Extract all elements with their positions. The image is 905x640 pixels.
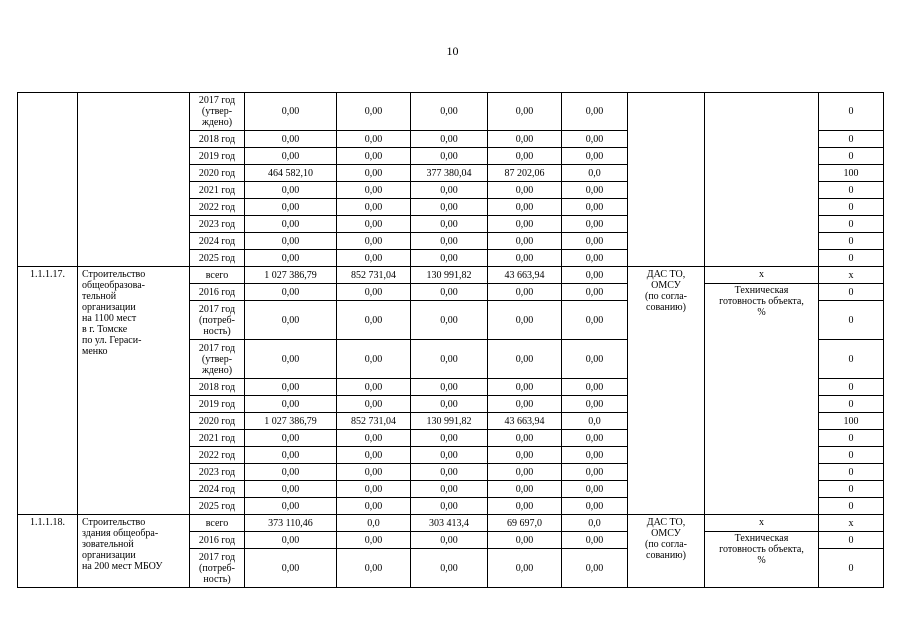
total-amount-cell: 373 110,46 [245,515,337,532]
indicator-value-cell: 0 [819,284,884,301]
year-cell: всего [190,267,245,284]
local-amount-cell: 0,00 [488,340,562,379]
year-cell: 2021 год [190,182,245,199]
year-cell: 2016 год [190,532,245,549]
regional-amount-cell: 0,00 [411,549,488,588]
other-amount-cell: 0,00 [562,447,628,464]
total-amount-cell: 0,00 [245,430,337,447]
total-amount-cell: 0,00 [245,148,337,165]
indicator-name-text: Техническая готовность объекта, % [719,533,804,566]
table-row [18,515,884,532]
table-row [18,267,884,284]
indicator-total-mark: х [705,267,818,284]
regional-amount-cell: 0,00 [411,233,488,250]
indicator-value-cell: 0 [819,379,884,396]
object-code-cell: 1.1.1.17. [18,267,78,515]
other-amount-cell: 0,00 [562,182,628,199]
page-number: 10 [446,44,459,58]
federal-amount-cell: 0,00 [337,549,411,588]
total-amount-cell: 0,00 [245,301,337,340]
indicator-value-cell: х [819,267,884,284]
other-amount-cell: 0,00 [562,250,628,267]
year-cell: 2016 год [190,284,245,301]
indicator-value-cell: 0 [819,148,884,165]
local-amount-cell: 0,00 [488,199,562,216]
indicator-value-cell: 0 [819,498,884,515]
regional-amount-cell: 0,00 [411,216,488,233]
total-amount-cell: 0,00 [245,447,337,464]
object-code-cell [18,93,78,267]
federal-amount-cell: 0,00 [337,131,411,148]
program-funding-table [17,92,884,588]
total-amount-cell: 0,00 [245,199,337,216]
federal-amount-cell: 0,00 [337,379,411,396]
local-amount-cell: 87 202,06 [488,165,562,182]
indicator-value-cell: 0 [819,430,884,447]
regional-amount-cell: 0,00 [411,464,488,481]
total-amount-cell: 0,00 [245,498,337,515]
total-amount-cell: 0,00 [245,532,337,549]
federal-amount-cell: 0,00 [337,301,411,340]
year-cell: 2017 год (потреб- ность) [190,301,245,340]
other-amount-cell: 0,0 [562,413,628,430]
regional-amount-cell: 0,00 [411,396,488,413]
local-amount-cell: 0,00 [488,447,562,464]
other-amount-cell: 0,00 [562,340,628,379]
local-amount-cell: 0,00 [488,182,562,199]
other-amount-cell: 0,00 [562,464,628,481]
local-amount-cell: 0,00 [488,549,562,588]
regional-amount-cell: 130 991,82 [411,267,488,284]
other-amount-cell: 0,00 [562,284,628,301]
federal-amount-cell: 0,00 [337,396,411,413]
regional-amount-cell: 0,00 [411,182,488,199]
regional-amount-cell: 0,00 [411,284,488,301]
total-amount-cell: 0,00 [245,481,337,498]
other-amount-cell: 0,00 [562,267,628,284]
total-amount-cell: 1 027 386,79 [245,267,337,284]
year-cell: 2020 год [190,165,245,182]
indicator-value-cell: 0 [819,233,884,250]
year-cell: 2017 год (потреб- ность) [190,549,245,588]
other-amount-cell: 0,00 [562,131,628,148]
regional-amount-cell: 0,00 [411,447,488,464]
regional-amount-cell: 0,00 [411,250,488,267]
other-amount-cell: 0,00 [562,216,628,233]
indicator-value-cell: 0 [819,216,884,233]
other-amount-cell: 0,0 [562,515,628,532]
federal-amount-cell: 0,00 [337,498,411,515]
indicator-value-cell: 0 [819,301,884,340]
regional-amount-cell: 0,00 [411,301,488,340]
other-amount-cell: 0,00 [562,148,628,165]
regional-amount-cell: 0,00 [411,532,488,549]
regional-amount-cell: 0,00 [411,481,488,498]
indicator-value-cell: 100 [819,165,884,182]
other-amount-cell: 0,00 [562,430,628,447]
federal-amount-cell: 0,00 [337,199,411,216]
total-amount-cell: 0,00 [245,464,337,481]
federal-amount-cell: 0,00 [337,430,411,447]
year-cell: 2023 год [190,216,245,233]
federal-amount-cell: 0,00 [337,148,411,165]
federal-amount-cell: 0,00 [337,464,411,481]
indicator-value-cell: 0 [819,549,884,588]
local-amount-cell: 0,00 [488,216,562,233]
indicator-name-text: Техническая готовность объекта, % [719,285,804,318]
year-cell: 2020 год [190,413,245,430]
indicator-value-cell: 0 [819,93,884,131]
object-code-cell: 1.1.1.18. [18,515,78,588]
local-amount-cell: 0,00 [488,481,562,498]
federal-amount-cell: 0,00 [337,93,411,131]
other-amount-cell: 0,00 [562,481,628,498]
local-amount-cell: 0,00 [488,430,562,447]
indicator-value-cell: 0 [819,396,884,413]
federal-amount-cell: 0,00 [337,182,411,199]
indicator-value-cell: 0 [819,447,884,464]
federal-amount-cell: 852 731,04 [337,267,411,284]
year-cell: 2018 год [190,379,245,396]
regional-amount-cell: 0,00 [411,379,488,396]
other-amount-cell: 0,0 [562,165,628,182]
indicator-name-cell [705,515,819,588]
year-cell: 2025 год [190,498,245,515]
object-name-cell: Строительство здания общеобра- зовательной организации на 200 мест МБОУ [78,515,190,588]
indicator-value-cell: 0 [819,532,884,549]
object-name-cell: Строительство общеобразова- тельной организации на 1100 мест в г. Томске по ул. Гераси- менко [78,267,190,515]
indicator-value-cell: х [819,515,884,532]
local-amount-cell: 69 697,0 [488,515,562,532]
regional-amount-cell: 130 991,82 [411,413,488,430]
year-cell: 2024 год [190,481,245,498]
other-amount-cell: 0,00 [562,199,628,216]
federal-amount-cell: 0,00 [337,532,411,549]
regional-amount-cell: 0,00 [411,148,488,165]
year-cell: 2022 год [190,447,245,464]
local-amount-cell: 0,00 [488,131,562,148]
other-amount-cell: 0,00 [562,301,628,340]
other-amount-cell: 0,00 [562,396,628,413]
other-amount-cell: 0,00 [562,379,628,396]
total-amount-cell: 0,00 [245,233,337,250]
regional-amount-cell: 0,00 [411,199,488,216]
year-cell: 2023 год [190,464,245,481]
year-cell: 2021 год [190,430,245,447]
other-amount-cell: 0,00 [562,233,628,250]
regional-amount-cell: 0,00 [411,131,488,148]
local-amount-cell: 0,00 [488,464,562,481]
federal-amount-cell: 0,00 [337,481,411,498]
federal-amount-cell: 0,0 [337,515,411,532]
year-cell: 2019 год [190,148,245,165]
year-cell: 2017 год (утвер- ждено) [190,93,245,131]
indicator-value-cell: 0 [819,481,884,498]
indicator-name-cell [705,93,819,267]
object-name-cell [78,93,190,267]
executor-cell: ДАС ТО, ОМСУ (по согла- сованию) [628,515,705,588]
total-amount-cell: 1 027 386,79 [245,413,337,430]
year-cell: 2025 год [190,250,245,267]
table-row [18,93,884,131]
indicator-value-cell: 0 [819,250,884,267]
total-amount-cell: 0,00 [245,549,337,588]
local-amount-cell: 0,00 [488,93,562,131]
other-amount-cell: 0,00 [562,498,628,515]
local-amount-cell: 0,00 [488,396,562,413]
indicator-value-cell: 0 [819,199,884,216]
total-amount-cell: 0,00 [245,250,337,267]
total-amount-cell: 0,00 [245,396,337,413]
local-amount-cell: 0,00 [488,233,562,250]
indicator-total-mark: х [705,515,818,532]
indicator-value-cell: 0 [819,464,884,481]
local-amount-cell: 0,00 [488,148,562,165]
regional-amount-cell: 0,00 [411,498,488,515]
executor-cell [628,93,705,267]
indicator-name-cell [705,267,819,515]
year-cell: 2022 год [190,199,245,216]
total-amount-cell: 0,00 [245,182,337,199]
year-cell: 2017 год (утвер- ждено) [190,340,245,379]
indicator-name-text [707,93,816,94]
local-amount-cell: 0,00 [488,284,562,301]
total-amount-cell: 464 582,10 [245,165,337,182]
other-amount-cell: 0,00 [562,532,628,549]
year-cell: 2018 год [190,131,245,148]
executor-cell: ДАС ТО, ОМСУ (по согла- сованию) [628,267,705,515]
local-amount-cell: 0,00 [488,498,562,515]
local-amount-cell: 0,00 [488,250,562,267]
regional-amount-cell: 0,00 [411,93,488,131]
local-amount-cell: 0,00 [488,301,562,340]
federal-amount-cell: 0,00 [337,340,411,379]
indicator-value-cell: 0 [819,182,884,199]
regional-amount-cell: 0,00 [411,340,488,379]
total-amount-cell: 0,00 [245,216,337,233]
regional-amount-cell: 303 413,4 [411,515,488,532]
total-amount-cell: 0,00 [245,93,337,131]
regional-amount-cell: 0,00 [411,430,488,447]
local-amount-cell: 0,00 [488,532,562,549]
year-cell: 2019 год [190,396,245,413]
indicator-value-cell: 0 [819,340,884,379]
federal-amount-cell: 0,00 [337,447,411,464]
year-cell: 2024 год [190,233,245,250]
federal-amount-cell: 0,00 [337,216,411,233]
total-amount-cell: 0,00 [245,379,337,396]
regional-amount-cell: 377 380,04 [411,165,488,182]
local-amount-cell: 43 663,94 [488,267,562,284]
federal-amount-cell: 0,00 [337,284,411,301]
federal-amount-cell: 0,00 [337,165,411,182]
federal-amount-cell: 0,00 [337,233,411,250]
federal-amount-cell: 0,00 [337,250,411,267]
local-amount-cell: 0,00 [488,379,562,396]
federal-amount-cell: 852 731,04 [337,413,411,430]
indicator-value-cell: 0 [819,131,884,148]
year-cell: всего [190,515,245,532]
total-amount-cell: 0,00 [245,340,337,379]
total-amount-cell: 0,00 [245,284,337,301]
other-amount-cell: 0,00 [562,549,628,588]
other-amount-cell: 0,00 [562,93,628,131]
local-amount-cell: 43 663,94 [488,413,562,430]
indicator-value-cell: 100 [819,413,884,430]
total-amount-cell: 0,00 [245,131,337,148]
